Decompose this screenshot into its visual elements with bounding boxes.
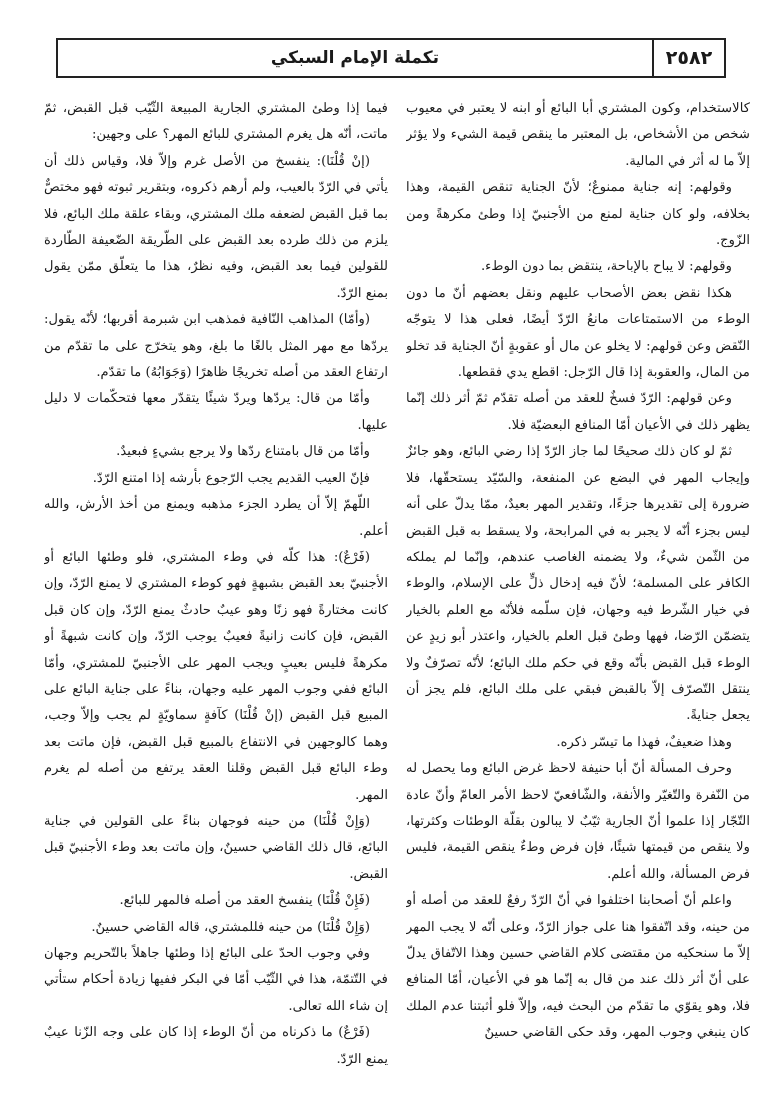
paragraph: وأمّا من قال بامتناع ردّها ولا يرجع بشيءٍ فبعيدٌ. xyxy=(116,444,370,460)
left-column xyxy=(44,96,388,1086)
paragraph: (فَإِنْ قُلْنَا) ينفسخ العقد من أصله فالمهر للبائع. xyxy=(119,893,370,909)
paragraph: (وَإِنْ قُلْنَا) من حينه فوجهان بناءً على القولين في جناية البائع، قال ذلك القاضي حسينٌ، وإن ماتت بعد وطء الأجنبيّ قبل القبض. xyxy=(44,813,388,882)
paragraph: (إنْ قُلْنَا): ينفسخ من الأصل غرم وإلاّ فلا، وقياس ذلك أن يأتي في الرّدّ بالعيب، ولم أرهم ذكروه، وبتقرير ثبوته فهو مختصٌّ بما قبل القبض لضعفه ملك المشتري، وبقاء علقة ملك البائع، فلا يلزم من ذلك طرده بعد القبض على الطّريقة الضّعيفة الطّاردة للقولين فيما بعد القبض، وفيه نظرٌ، هذا ما يتعلّق ممّن يقول بمنع الرّدّ. xyxy=(44,153,388,301)
paragraph: وقولهم: لا يباح بالإباحة، ينتقض بما دون الوطء. xyxy=(480,259,732,275)
paragraph: كالاستخدام، وكون المشتري أبا البائع أو ابنه لا يعتبر في معيوب شخص من الأشخاص، بل المعتبر ما ينقص قيمة الشيء ولا يؤثر إلاّ ما له أثر في المالية. xyxy=(406,101,750,169)
paragraph: وهذا ضعيفٌ، فهذا ما تيسّر ذكره. xyxy=(556,734,732,750)
book-title: تكملة الإمام السبكي xyxy=(270,48,440,68)
paragraph: (وَإِنْ قُلْنَا) من حينه فللمشتري، قاله القاضي حسينٌ. xyxy=(91,919,370,935)
paragraph: ثمّ لو كان ذلك صحيحًا لما جاز الرّدّ إذا رضي البائع، وهو جائزٌ وإيجاب المهر في البضع عن المنفعة، والسّيّد يستحقّها، فلا ضرورة إلى تقديرها جزءًا، وتقدير المهر بعيدٌ، ممّا يدلّ على أنه ليس بجزء أنّه لا يجبر به في المرابحة، ولا يسقط به قبل القبض من الثّمن شيءٌ، ولا يضمنه الغاصب عندهم، وإنّما لم يملكه الكافر على المسلمة؛ لأنّ فيه إدخال ذلٍّ على الإسلام، والوطء في خيار الشّرط فيه وجهان، فإن سلّمه فلأنّه مع العلم بالخيار يتضمّن الرّضا، فهها وطئ قبل العلم بالخيار، واعتذر أبو زيدٍ عن الوطء قبل القبض بأنّه وقع في حكم ملك البائع؛ لأنّه تصرّفٌ ولا ينتقل التّصرّف إلاّ بالقبض فبقي على ملك البائع، فلم يجز أن يجعل جنايةً. xyxy=(406,444,750,724)
paragraph: (وأمّا) المذاهب النّافية فمذهب ابن شبرمة أقربها؛ لأنّه يقول: يردّها مع مهر المثل بالغًا ما بلغ، وهو يتخرّج على ما تقدّم من ارتفاع العقد من أصله تخريجًا ظاهرًا (وَجَوَابُهُ) ما تقدّم. xyxy=(44,312,388,381)
paragraph: اللّهمّ إلاّ أن يطرد الجزء مذهبه ويمنع من أخذ الأرش، والله أعلم. xyxy=(44,497,388,539)
paragraph: (فَرْعٌ) ما ذكرناه من أنّ الوطء إذا كان على وجه الزّنا عيبٌ يمنع الرّدّ. xyxy=(44,1025,388,1067)
paragraph: واعلم أنّ أصحابنا اختلفوا في أنّ الرّدّ رفعٌ للعقد من أصله أو من حينه، وقد اتّفقوا هنا على جواز الرّدّ، وعلى أنّه لا يجب المهر إلاّ ما سنحكيه من مقتضى كلام القاضي حسين وهذا الاتّفاق يدلّ على أنّ أثر ذلك عند من قال به إنّما هو في الأعيان، أمّا المنافع فلا، وهو يقوّي ما تقدّم من البحث فيه، وإلاّ فلو أثبتنا عدم الملك كان ينبغي وجوب المهر، وقد حكى القاضي حسينٌ xyxy=(406,893,750,1041)
paragraph: فإنّ العيب القديم يجب الرّجوع بأرشه إذا امتنع الرّدّ. xyxy=(92,470,370,486)
paragraph: وفي وجوب الحدّ على البائع إذا وطئها جاهلاً بالتّحريم وجهان في التّتمّة، هذا في الثّيّب أمّا في البكر ففيها زيادة أحكام ستأتي إن شاء الله تعالى. xyxy=(44,946,388,1014)
paragraph: وقولهم: إنه جناية ممنوعٌ؛ لأنّ الجناية تنقص القيمة، وهذا بخلافه، ولو كان جناية لمنع من الأجنبيّ إذا وطئ مكرهةً ومن الزّوج. xyxy=(406,180,750,249)
paragraph: هكذا نقض بعض الأصحاب عليهم ونقل بعضهم أنّ ما دون الوطء من الاستمتاعات مانعُ الرّدّ أيضًا، فعلى هذا لا يتوجّه النّقض وعن قولهم: لا يخلو عن مال أو عقوبةٍ أنّ الجناية قد تخلو من المال، والعقوبة إذا قال الرّجل: اقطع يدي فقطعها. xyxy=(406,285,750,381)
paragraph: (فَرْعٌ): هذا كلّه في وطء المشتري، فلو وطئها البائع أو الأجنبيّ بعد القبض بشبهةٍ فهو كوطء المشتري لا يمنع الرّدّ، وإن كانت مختارةً فهو زنًا وهو عيبٌ حادثٌ يمنع الرّدّ، وإن كان قبل القبض، فإن كانت زانيةً فعيبٌ يوجب الرّدّ، وإن كانت شبهةً أو مكرهةً فليس بعيبٍ ويجب المهر على الأجنبيّ للمشتري، وأمّا البائع ففي وجوب المهر عليه وجهان، بناءً على جناية البائع على المبيع قبل القبض (إنْ قُلْنَا) كآفةٍ سماويّةٍ لم يجب وإلاّ وجب، وهما كالوجهين في الانتفاع بالمبيع قبل القبض، فإن ماتت بعد وطء البائع قبل القبض وقلنا العقد يرتفع من أصله لم يغرم المهر. xyxy=(44,549,388,803)
page-header xyxy=(56,38,726,78)
right-column xyxy=(406,96,750,1086)
paragraph: وحرف المسألة أنّ أبا حنيفة لاحظ غرض البائع وما يحصل له من النّفرة والتّغيّر والأنفة، والشّافعيّ لاحظ الأمر العامّ وأنّ عادة التّجّار إذا علموا أنّ الجارية ثيّبٌ لا يبالون بقلّة الوطئات وكثرتها، ولا ينقص من قيمتها شيئًا، فإن فرض وطءٌ ينقص القيمة، فليس فرض المسألة، والله أعلم. xyxy=(406,761,750,882)
paragraph: وأمّا من قال: يردّها ويردّ شيئًا يتقدّر معها فتحكّمات لا دليل عليها. xyxy=(44,391,388,433)
text-columns xyxy=(44,96,750,1086)
paragraph: وعن قولهم: الرّدّ فسخٌ للعقد من أصله تقدّم ثمّ أثر ذلك إنّما يظهر ذلك في الأعيان أمّا المنافع البعضيّة فلا. xyxy=(406,391,750,433)
paragraph: فيما إذا وطئ المشتري الجارية المبيعة الثّيّب قبل القبض، ثمّ ماتت، أنّه هل يغرم المشتري للبائع المهر؟ على وجهين: xyxy=(44,101,388,143)
page-number: ٢٥٨٢ xyxy=(652,40,724,76)
